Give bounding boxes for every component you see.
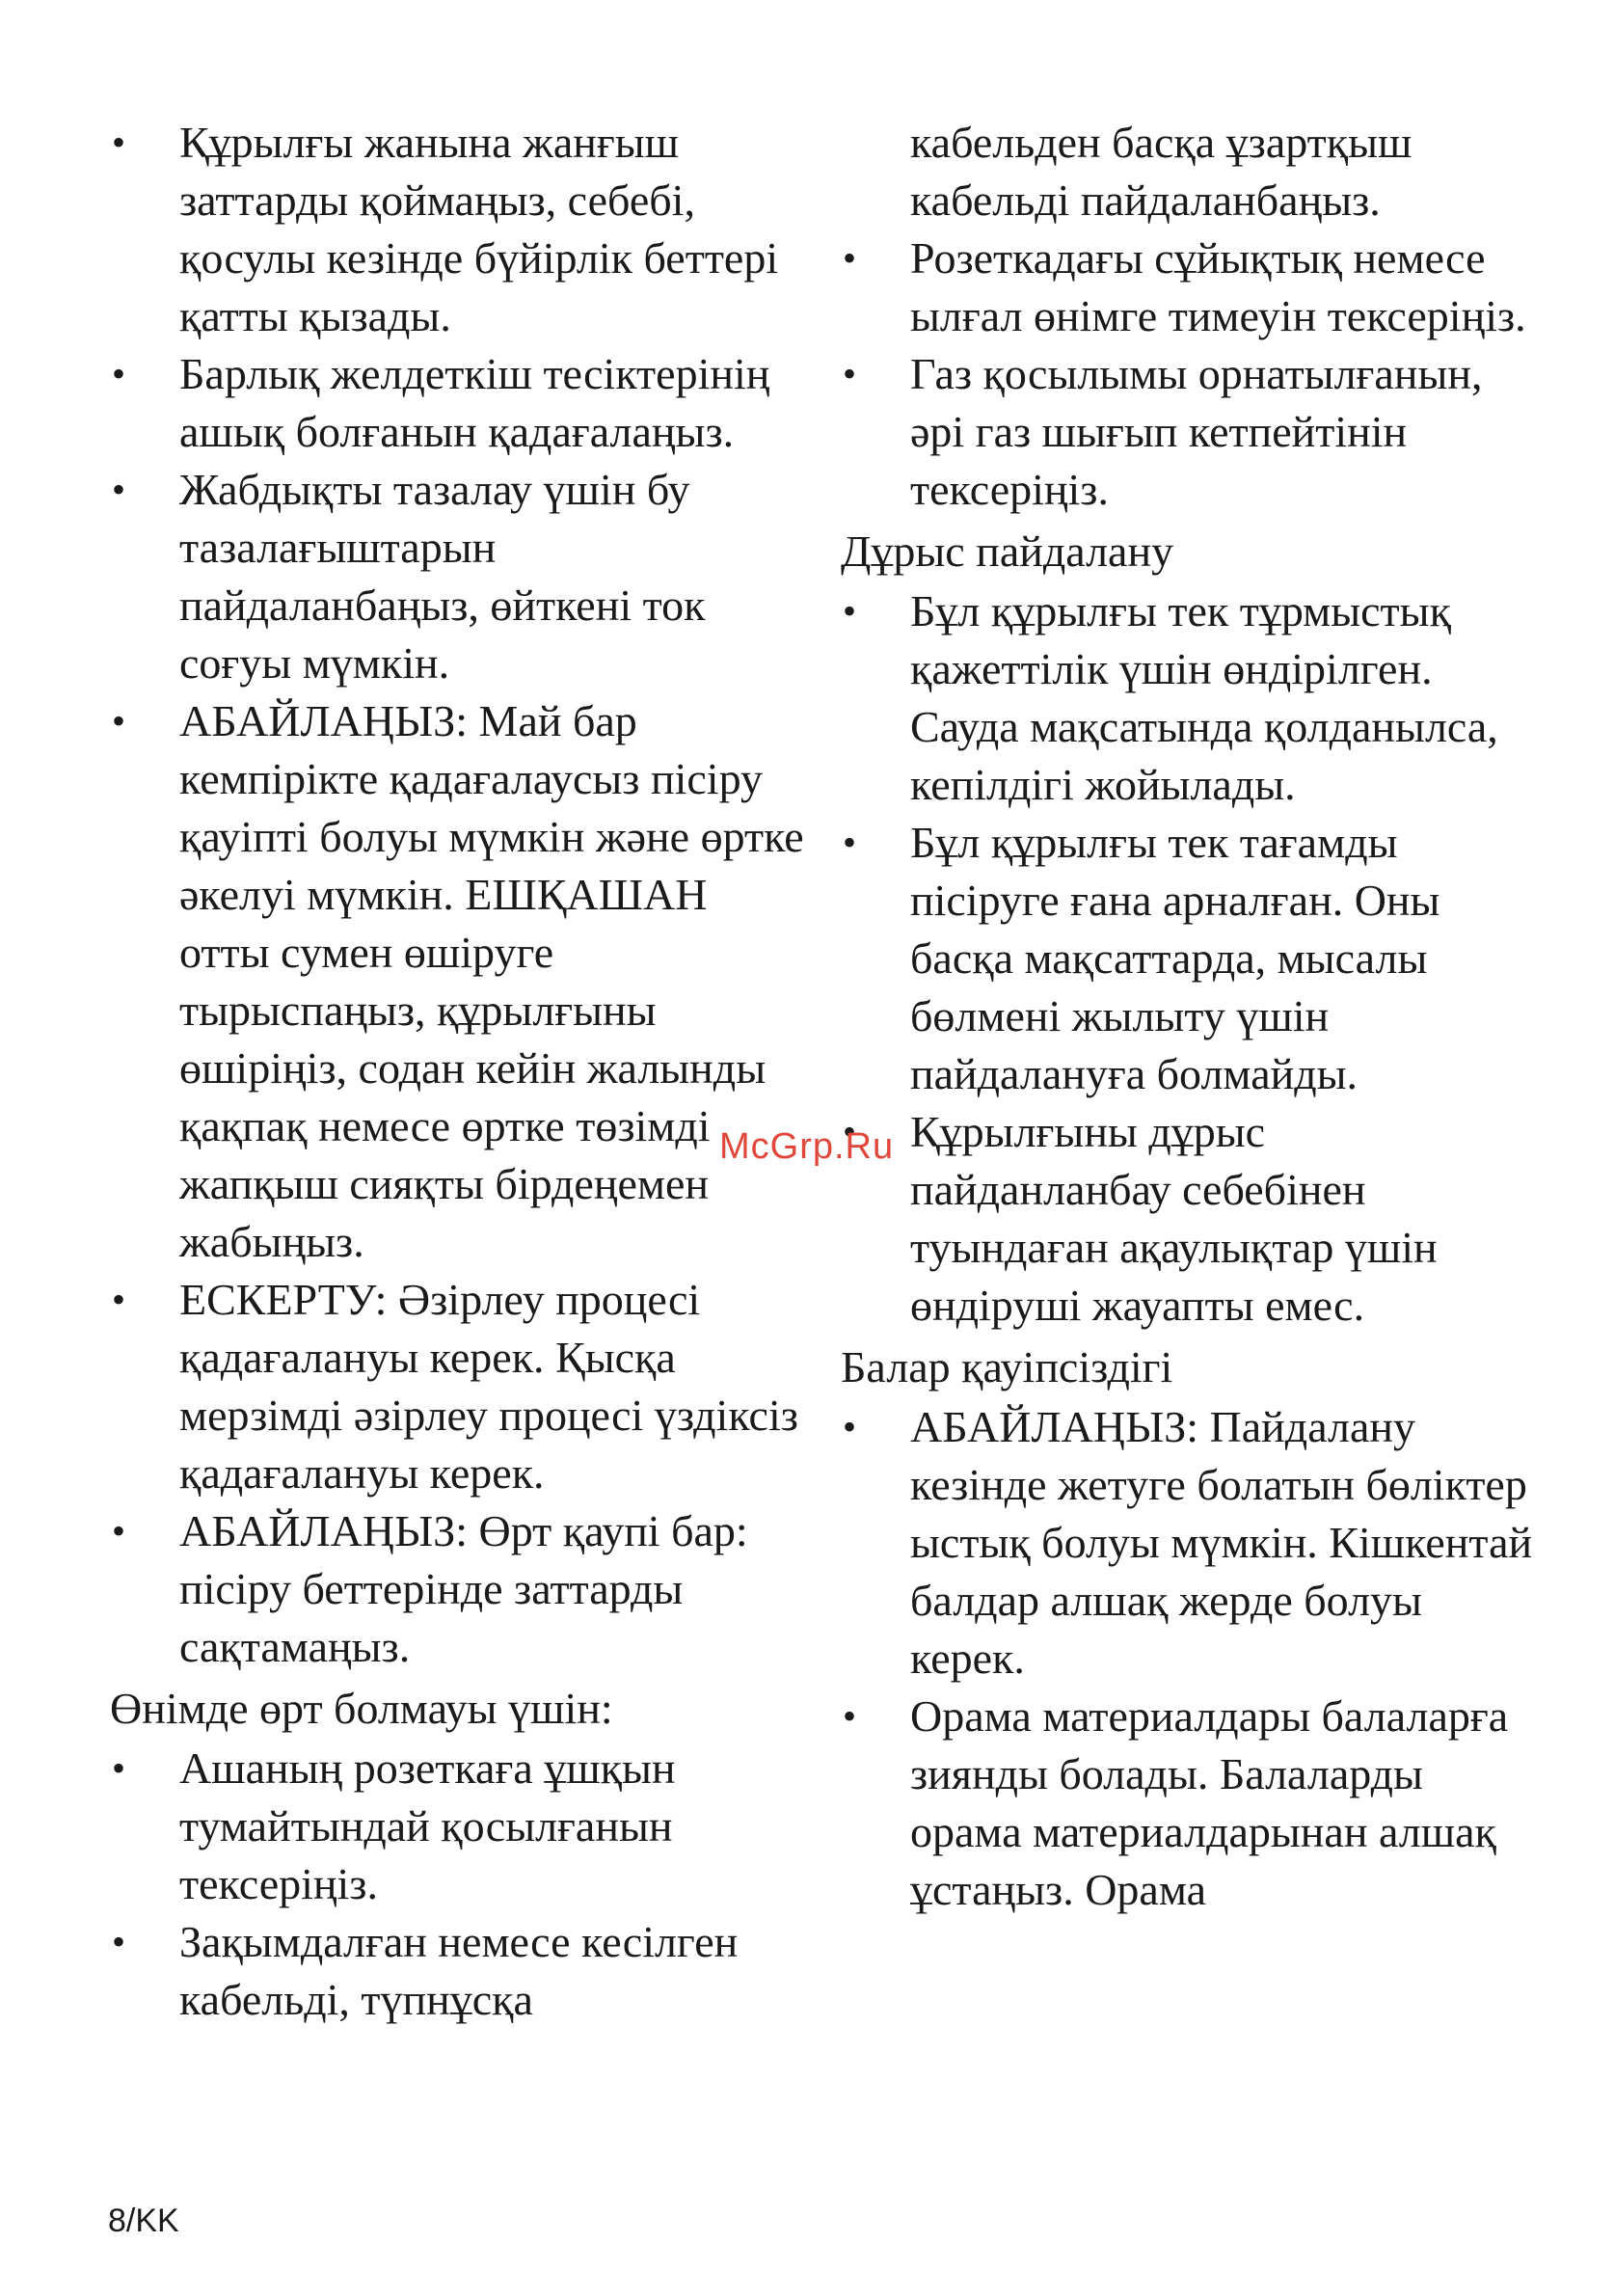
safety-list-general (110, 114, 804, 1676)
page-number: 8/KK (108, 2202, 179, 2239)
list-item: • Розеткадағы сұйықтық немесе ылғал өнімге тимеуін тексеріңіз. (841, 230, 1535, 345)
list-item: • Бұл құрылғы тек тұрмыстық қажеттілік үшін өндірілген. Сауда мақсатында қолданылса, кепілдігі жойылады. (841, 582, 1535, 814)
list-item: • АБАЙЛАҢЫЗ: Пайдалану кезінде жетуге болатын бөліктер ыстық болуы мүмкін. Кішкентай балдар алшақ жерде болуы керек. (841, 1398, 1535, 1688)
list-item: • Газ қосылымы орнатылғанын, әрі газ шығып кетпейтінін тексеріңіз. (841, 345, 1535, 519)
section-heading-fire: Өнімде өрт болмауы үшін: (110, 1684, 613, 1733)
list-item: • Құрылғыны дұрыс пайданланбау себебінен туындаған ақаулықтар үшін өндіруші жауапты емес. (841, 1103, 1535, 1335)
section-heading-usage: Дұрыс пайдалану (841, 527, 1174, 576)
list-item: • АБАЙЛАҢЫЗ: Май бар кемпірікте қадағалаусыз пісіру қауіпті болуы мүмкін және өртке әкелуі мүмкін. ЕШҚАШАН отты сумен өшіруге тырыспаңыз, құрылғыны өшіріңіз, содан кейін жалынды қақпақ немесе өртке төзімді жапқыш сияқты бірдеңемен жабыңыз. (110, 692, 804, 1271)
right-column (841, 114, 1535, 1919)
section-heading-children: Балар қауіпсіздігі (841, 1342, 1173, 1391)
list-item: • Зақымдалған немесе кесілген кабельді, түпнұсқа (110, 1913, 804, 2029)
usage-list (841, 582, 1535, 1335)
list-item: • Орама материалдары балаларға зиянды болады. Балаларды орама материалдарынан алшақ ұстаңыз. Орама (841, 1688, 1535, 1919)
fire-prevention-list (110, 1740, 804, 2029)
list-item: • ЕСКЕРТУ: Әзірлеу процесі қадағалануы керек. Қысқа мерзімді әзірлеу процесі үздіксіз қадағалануы керек. (110, 1271, 804, 1502)
list-item: • Жабдықты тазалау үшін бу тазалағыштарын пайдаланбаңыз, өйткені ток соғуы мүмкін. (110, 461, 804, 692)
list-item: • Ашаның розеткаға ұшқын тумайтындай қосылғанын тексеріңіз. (110, 1740, 804, 1913)
child-safety-list (841, 1398, 1535, 1919)
list-item: • АБАЙЛАҢЫЗ: Өрт қаупі бар: пісіру беттерінде заттарды сақтамаңыз. (110, 1502, 804, 1676)
list-item: • Барлық желдеткіш тесіктерінің ашық болғанын қадағалаңыз. (110, 345, 804, 461)
watermark: McGrp.Ru (719, 1126, 895, 1167)
list-item: • Бұл құрылғы тек тағамды пісіруге ғана арналған. Оны басқа мақсаттарда, мысалы бөлмені жылыту үшін пайдалануға болмайды. (841, 814, 1535, 1103)
list-item: • Құрылғы жанына жанғыш заттарды қоймаңыз, себебі, қосулы кезінде бүйірлік беттері қатты қызады. (110, 114, 804, 345)
left-column (110, 114, 804, 2029)
fire-prevention-list-continued (841, 230, 1535, 519)
list-item-continuation: кабельден басқа ұзартқыш кабельді пайдаланбаңыз. (910, 118, 1412, 225)
